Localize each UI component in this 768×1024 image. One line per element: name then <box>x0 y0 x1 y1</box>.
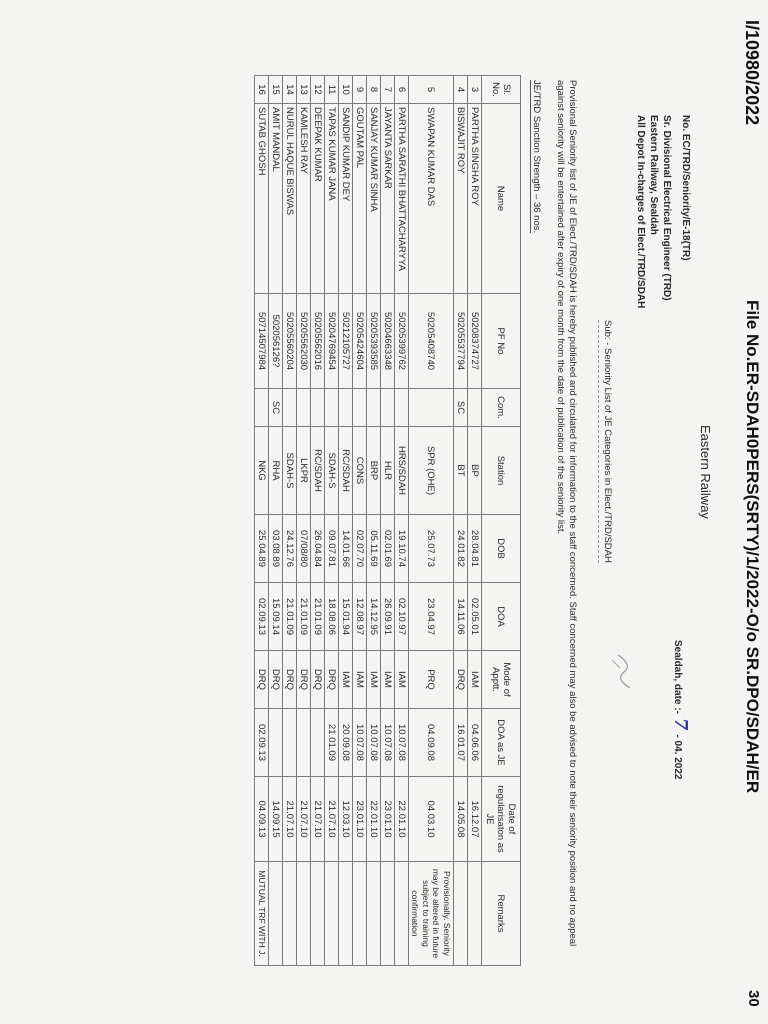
table-cell: 02.07.70 <box>353 515 367 583</box>
table-cell: 28.04.81 <box>468 515 482 583</box>
organization-name: Eastern Railway <box>698 425 713 519</box>
column-header: PF No <box>482 294 521 389</box>
table-cell: 14.05.08 <box>454 777 468 862</box>
table-cell: 50204663348 <box>381 294 395 389</box>
table-cell <box>381 862 395 966</box>
table-cell: 15 <box>269 76 283 104</box>
table-row <box>395 76 409 966</box>
table-cell: 14.11.06 <box>454 583 468 651</box>
table-cell: IAM <box>367 651 381 709</box>
table-cell: RC/SDAH <box>339 427 353 515</box>
table-cell: 09.07.81 <box>325 515 339 583</box>
table-cell: 04.03.10 <box>409 777 454 862</box>
table-cell: 25.04.89 <box>255 515 269 583</box>
table-cell <box>409 389 454 427</box>
table-cell: 21.01.09 <box>297 583 311 651</box>
table-cell: 502056126? <box>269 294 283 389</box>
table-cell: 5 <box>409 76 454 104</box>
table-cell: 22.01.10 <box>367 777 381 862</box>
table-cell: SUTAB GHOSH <box>255 104 269 294</box>
addressees <box>634 115 673 308</box>
table-cell: 04.06.06 <box>468 709 482 777</box>
table-cell: 50212105727 <box>339 294 353 389</box>
table-cell: 50205562030 <box>297 294 311 389</box>
table-cell: 15.09.14 <box>269 583 283 651</box>
table-cell <box>339 862 353 966</box>
table-row <box>339 76 353 966</box>
table-cell <box>353 862 367 966</box>
table-cell: 14.09.15 <box>269 777 283 862</box>
table-cell: HLR <box>381 427 395 515</box>
table-cell: BRP <box>367 427 381 515</box>
subject-line: Sub: - Seniority List of JE Categories in Elect./TRD/SDAH <box>598 320 613 563</box>
table-cell: 07/08/80 <box>297 515 311 583</box>
table-cell: 02.09.13 <box>255 709 269 777</box>
table-cell: DRQ <box>454 651 468 709</box>
table-cell: BP <box>468 427 482 515</box>
table-cell: 19.10.74 <box>395 515 409 583</box>
column-header: DOB <box>482 515 521 583</box>
table-cell: 10.07.08 <box>395 709 409 777</box>
table-cell: 12 <box>311 76 325 104</box>
table-cell: 16 <box>255 76 269 104</box>
table-cell: 25.07.73 <box>409 515 454 583</box>
table-cell: 14 <box>283 76 297 104</box>
table-cell: 50205424604 <box>353 294 367 389</box>
table-cell: 26.09.91 <box>381 583 395 651</box>
table-cell: 50205560204 <box>283 294 297 389</box>
table-cell: 50204769454 <box>325 294 339 389</box>
table-cell <box>269 862 283 966</box>
column-header: DOA <box>482 583 521 651</box>
column-header: Station <box>482 427 521 515</box>
table-cell: 22.01.10 <box>395 777 409 862</box>
table-cell: 23.01.10 <box>381 777 395 862</box>
table-cell: 21.07.10 <box>311 777 325 862</box>
table-row <box>468 76 482 966</box>
table-cell: 20.09.08 <box>339 709 353 777</box>
table-cell: PARTHA SARATHI BHATTACHARYYA <box>395 104 409 294</box>
addressee-line: All Depot In-charges of Elect./TRD/SDAH <box>635 115 646 309</box>
file-title: File No.ER-SDAH0PERS(SRTY)/1/2022-O/o SR.DPO/SDAH/ER <box>743 300 762 794</box>
table-row <box>297 76 311 966</box>
table-cell <box>468 862 482 966</box>
table-cell: 7 <box>381 76 395 104</box>
table-cell: DRQ <box>325 651 339 709</box>
table-cell: DRQ <box>269 651 283 709</box>
table-cell: 15.01.94 <box>339 583 353 651</box>
table-row <box>311 76 325 966</box>
table-cell: PARTHA SINGHA ROY <box>468 104 482 294</box>
table-row <box>409 76 454 966</box>
column-header: Remarks <box>482 862 521 966</box>
table-cell <box>283 389 297 427</box>
table-cell <box>283 862 297 966</box>
table-cell: 03.08.89 <box>269 515 283 583</box>
table-cell: 12.03.10 <box>339 777 353 862</box>
table-cell: 21.01.09 <box>311 583 325 651</box>
sanction-strength: JE/TRD Sanction Strength – 36 nos. <box>531 80 542 234</box>
table-cell: 11 <box>325 76 339 104</box>
table-cell: SANJAY KUMAR SINHA <box>367 104 381 294</box>
table-header-row <box>482 76 521 966</box>
table-cell: KAMLESH RAY <box>297 104 311 294</box>
table-row <box>381 76 395 966</box>
table-cell: 21.07.10 <box>297 777 311 862</box>
table-cell: 02.10.97 <box>395 583 409 651</box>
table-cell: 10 <box>339 76 353 104</box>
table-row <box>353 76 367 966</box>
column-header: Date of regularisaton as JE <box>482 777 521 862</box>
table-cell <box>311 709 325 777</box>
table-cell: 10.07.08 <box>353 709 367 777</box>
table-cell: DRQ <box>283 651 297 709</box>
table-cell: LKPR <box>297 427 311 515</box>
reference-number: No. EC/TRD/Seniority/E-18(TR) <box>680 115 691 261</box>
table-cell: 10.07.08 <box>381 709 395 777</box>
seniority-table <box>254 75 521 966</box>
table-cell: HRS/SDAH <box>395 427 409 515</box>
table-cell: 50205393585 <box>367 294 381 389</box>
table-cell: 50205537794 <box>454 294 468 389</box>
table-cell <box>325 389 339 427</box>
table-cell <box>395 862 409 966</box>
table-cell: NKG <box>255 427 269 515</box>
table-cell: SPR (OHE) <box>409 427 454 515</box>
table-cell <box>367 389 381 427</box>
table-cell: 6 <box>395 76 409 104</box>
date-line <box>670 640 691 779</box>
table-cell <box>311 862 325 966</box>
table-cell: SDAH-S <box>325 427 339 515</box>
table-cell: 4 <box>454 76 468 104</box>
table-cell: 8 <box>367 76 381 104</box>
table-cell: NURUL HAQUE BISWAS <box>283 104 297 294</box>
table-cell: DEEPAK KUMAR <box>311 104 325 294</box>
table-cell: 21.01.09 <box>283 583 297 651</box>
table-cell: GOUTAM PAL <box>353 104 367 294</box>
table-cell: SC <box>269 389 283 427</box>
table-cell: 21.07.10 <box>325 777 339 862</box>
table-cell: 04.09.13 <box>255 777 269 862</box>
table-cell <box>353 389 367 427</box>
table-cell: 23.01.10 <box>353 777 367 862</box>
table-cell: 23.04.97 <box>409 583 454 651</box>
handwritten-day: 7 <box>670 717 691 731</box>
table-cell: 16.12.07 <box>468 777 482 862</box>
table-cell: IAM <box>381 651 395 709</box>
table-cell: IAM <box>339 651 353 709</box>
addressee-line: Sr. Divisional Electrical Engineer (TRD) <box>661 115 672 301</box>
table-cell: SWAPAN KUMAR DAS <box>409 104 454 294</box>
table-cell: JAYANTA SARKAR <box>381 104 395 294</box>
table-cell: 04.09.08 <box>409 709 454 777</box>
table-cell: IAM <box>353 651 367 709</box>
table-cell: 24.01.82 <box>454 515 468 583</box>
table-cell <box>269 709 283 777</box>
table-cell: IAM <box>395 651 409 709</box>
table-row <box>283 76 297 966</box>
file-reference: I/10980/2022 <box>742 20 762 126</box>
table-cell <box>297 709 311 777</box>
table-cell <box>367 862 381 966</box>
table-cell: AMIT MANDAL <box>269 104 283 294</box>
table-cell: 12.08.97 <box>353 583 367 651</box>
column-header: Name <box>482 104 521 294</box>
table-cell: DRQ <box>311 651 325 709</box>
table-cell: PRQ <box>409 651 454 709</box>
date-prefix: Sealdah, date :- <box>672 640 683 714</box>
table-cell: 02.09.13 <box>255 583 269 651</box>
column-header: DOA as JE <box>482 709 521 777</box>
intro-paragraph: Provisional Seniority list of JE of Elect./TRD/SDAH is hereby published and circulated for information to the staff concerned. Staff concerned may also be advised to note their seniority position and no appeal against seniority will be entertained after expiry of one month from the date of publication of the seniority list. <box>555 80 578 947</box>
table-cell <box>454 862 468 966</box>
table-cell: 18.08.06 <box>325 583 339 651</box>
column-header: Mode of Apptt. <box>482 651 521 709</box>
table-cell <box>297 389 311 427</box>
table-cell <box>381 389 395 427</box>
table-cell: 16.01.07 <box>454 709 468 777</box>
table-cell: 26.04.84 <box>311 515 325 583</box>
ink-mark-icon <box>608 650 638 690</box>
column-header: Com. <box>482 389 521 427</box>
table-row <box>325 76 339 966</box>
table-cell: 02.05.01 <box>468 583 482 651</box>
table-cell: 50205408740 <box>409 294 454 389</box>
column-header: Sl. No. <box>482 76 521 104</box>
table-row <box>269 76 283 966</box>
table-cell <box>468 389 482 427</box>
table-cell: SDAH-S <box>283 427 297 515</box>
table-cell: Provisionally. Seniority may be altered in future subject to training confirmation <box>409 862 454 966</box>
date-suffix: - 04. 2022 <box>672 734 683 780</box>
table-cell: SC <box>454 389 468 427</box>
table-cell: BISWAJIT ROY <box>454 104 468 294</box>
table-cell: 02.01.69 <box>381 515 395 583</box>
table-cell <box>311 389 325 427</box>
table-row <box>454 76 468 966</box>
table-cell <box>339 389 353 427</box>
addressee-line: Eastern Railway, Sealdah <box>648 115 659 235</box>
table-cell: RC/SDAH <box>311 427 325 515</box>
table-cell: RHA <box>269 427 283 515</box>
table-cell: 50714507984 <box>255 294 269 389</box>
table-cell <box>395 389 409 427</box>
table-cell: 14.12.95 <box>367 583 381 651</box>
table-cell: 14.01.66 <box>339 515 353 583</box>
table-cell: 21.07.10 <box>283 777 297 862</box>
table-cell: BT <box>454 427 468 515</box>
table-cell: 05.11.69 <box>367 515 381 583</box>
table-row <box>367 76 381 966</box>
table-cell: CONS <box>353 427 367 515</box>
table-cell: IAM <box>468 651 482 709</box>
table-cell: 50205399762 <box>395 294 409 389</box>
table-cell: 21.01.09 <box>325 709 339 777</box>
table-cell: 9 <box>353 76 367 104</box>
table-cell: 50205562016 <box>311 294 325 389</box>
table-cell: 13 <box>297 76 311 104</box>
table-cell: DRQ <box>297 651 311 709</box>
table-cell <box>283 709 297 777</box>
table-cell <box>325 862 339 966</box>
table-cell: 3 <box>468 76 482 104</box>
table-cell: SANDIP KUMAR DEY <box>339 104 353 294</box>
table-cell <box>255 389 269 427</box>
table-cell: TAPAS KUMAR JANA <box>325 104 339 294</box>
table-cell: 24.12.76 <box>283 515 297 583</box>
table-cell <box>297 862 311 966</box>
table-cell: 50208374727 <box>468 294 482 389</box>
table-cell: MUTUAL TRF WITH J. <box>255 862 269 966</box>
table-row <box>255 76 269 966</box>
page-number: 30 <box>745 990 762 1007</box>
table-cell: DRQ <box>255 651 269 709</box>
table-cell: 10.07.08 <box>367 709 381 777</box>
